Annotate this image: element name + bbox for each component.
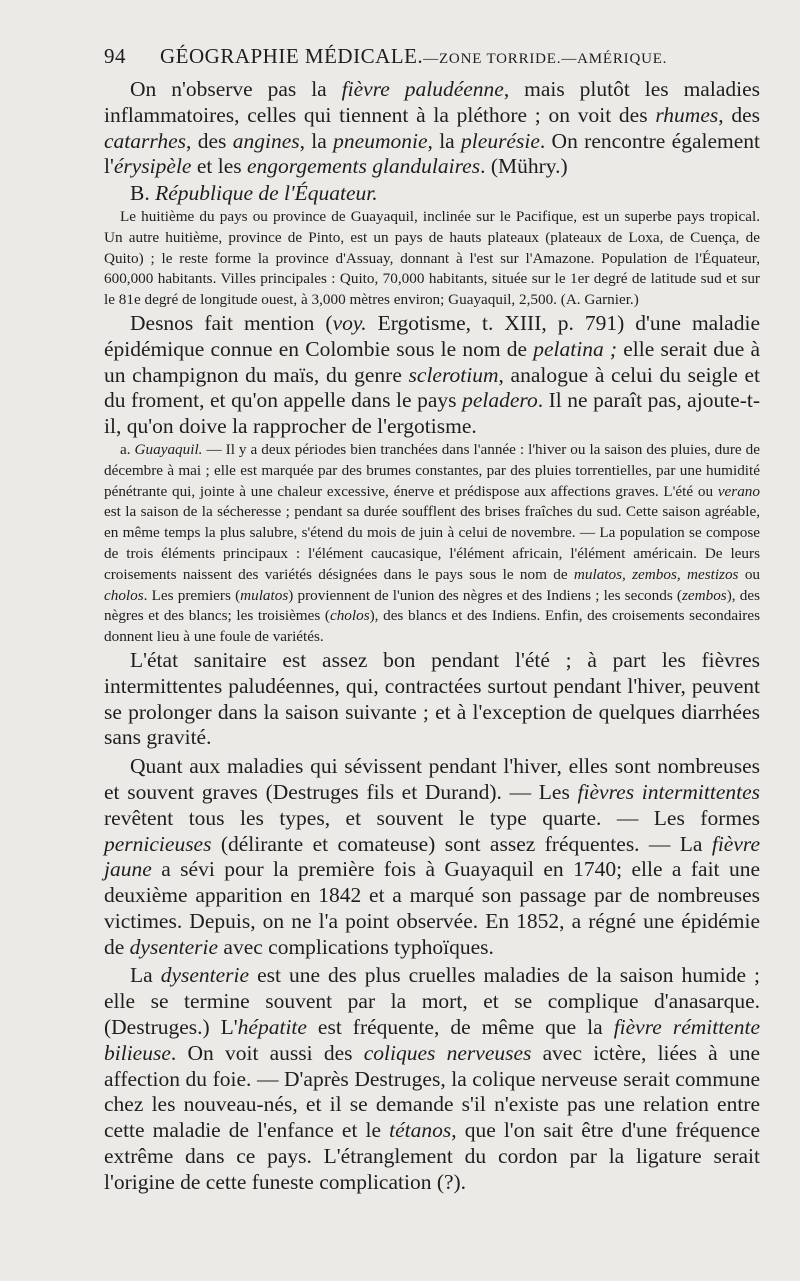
running-header (104, 44, 760, 69)
paragraph-dysenterie: La dysenterie est une des plus cruelles maladies de la saison humide ; elle se termine souvent par la mort, et se complique d'anasarque. (Destruges.) L'hépatite est fréquente, de même que la fièvre rémittente bilieuse. On voit aussi des coliques nerveuses avec ictère, liées à une affection du foie. — D'après Destruges, la colique nerveuse serait commune chez les nouveau-nés, et il se demande s'il n'existe pas une relation entre cette maladie de l'enfance et le tétanos, que l'on sait être d'une fréquence extrême dans ce pays. L'étranglement du cordon par la ligature serait l'origine de cette funeste complication (?). (104, 963, 760, 1194)
header-zone: ZONE TORRIDE. (438, 51, 562, 67)
paragraph-guayaquil: a. Guayaquil. — Il y a deux périodes bien tranchées dans l'année : l'hiver ou la saison des pluies, dure de décembre à mai ; elle est marquée par des brumes constantes, par des pluies torrentielles, par une humidité pénétrante qui, jointe à une chaleur excessive, énerve et prédispose aux affections graves. L'été ou verano est la saison de la sécheresse ; pendant sa durée soufflent des brises fraîches du sud. Cette saison agréable, en même temps la plus salubre, s'étend du mois de juin à celui de novembre. — La population se compose de trois éléments principaux : l'élément caucasique, l'élément africain, l'élément américain. De leurs croisements naissent des variétés désignées dans le pays sous le nom de mulatos, zembos, mestizos ou cholos. Les premiers (mulatos) proviennent de l'union des nègres et des Indiens ; les seconds (zembos), des nègres et des blancs; les troisièmes (cholos), des blancs et des Indiens. Enfin, des croisements secondaires donnent lieu à une foule de variétés. (104, 440, 761, 646)
section-heading (104, 181, 760, 207)
paragraph-maladies-hiver: Quant aux maladies qui sévissent pendant l'hiver, elles sont nombreuses et souvent graves (Destruges fils et Durand). — Les fièvres intermittentes revêtent tous les types, et souvent le type quarte. — Les formes pernicieuses (délirante et comateuse) sont assez fréquentes. — La fièvre jaune a sévi pour la première fois à Guayaquil en 1740; elle a fait une deuxième apparition en 1842 et a marqué son passage par de nombreuses victimes. Depuis, on ne l'a point observée. En 1852, a régné une épidémie de dysenterie avec complications typhoïques. (104, 754, 760, 959)
header-separator: — (561, 51, 578, 67)
section-letter: B. (130, 181, 156, 206)
paragraph-geography: Le huitième du pays ou province de Guayaquil, inclinée sur le Pacifique, est un superbe pays tropical. Un autre huitième, province de Pinto, est un pays de hauts plateaux (plateaux de Loxa, de Cuença, de Quito) ; le reste forme la province d'Assuay, donnant à l'est sur l'Amazone. Population de l'Équateur, 600,000 habitants. Villes principales : Quito, 70,000 habitants, située sur le 1er degré de latitude sud et sur le 81e degré de longitude ouest, à 3,000 mètres environ; Guayaquil, 2,500. (A. Garnier.) (104, 207, 760, 309)
section-title: République de l'Équateur. (155, 181, 378, 206)
header-region: AMÉRIQUE. (577, 51, 668, 67)
paragraph-pelatina: Desnos fait mention (voy. Ergotisme, t. XIII, p. 791) d'une maladie épidémique connue en Colombie sous le nom de pelatina ; elle serait due à un champignon du maïs, du genre sclerotium, analogue à celui du seigle et du froment, et qu'on appelle dans le pays peladero. Il ne paraît pas, ajoute-t-il, qu'on doive la rapprocher de l'ergotisme. (104, 310, 761, 439)
paragraph-muhry: On n'observe pas la fièvre paludéenne, mais plutôt les maladies inflammatoires, celles qui tiennent à la pléthore ; on voit des rhumes, des catarrhes, des angines, la pneumonie, la pleurésie. On rencontre également l'érysipèle et les engorgements glandulaires. (Mühry.) (104, 77, 761, 179)
paragraph-etat-sanitaire: L'état sanitaire est assez bon pendant l'été ; à part les fièvres intermittentes paludéennes, qui, contractées surtout pendant l'hiver, peuvent se prolonger dans la saison suivante ; et à l'exception de quelques diarrhées sans gravité. (104, 647, 760, 750)
header-title: GÉOGRAPHIE MÉDICALE. (160, 44, 424, 68)
header-separator: — (423, 51, 439, 67)
page-number: 94 (104, 44, 126, 68)
